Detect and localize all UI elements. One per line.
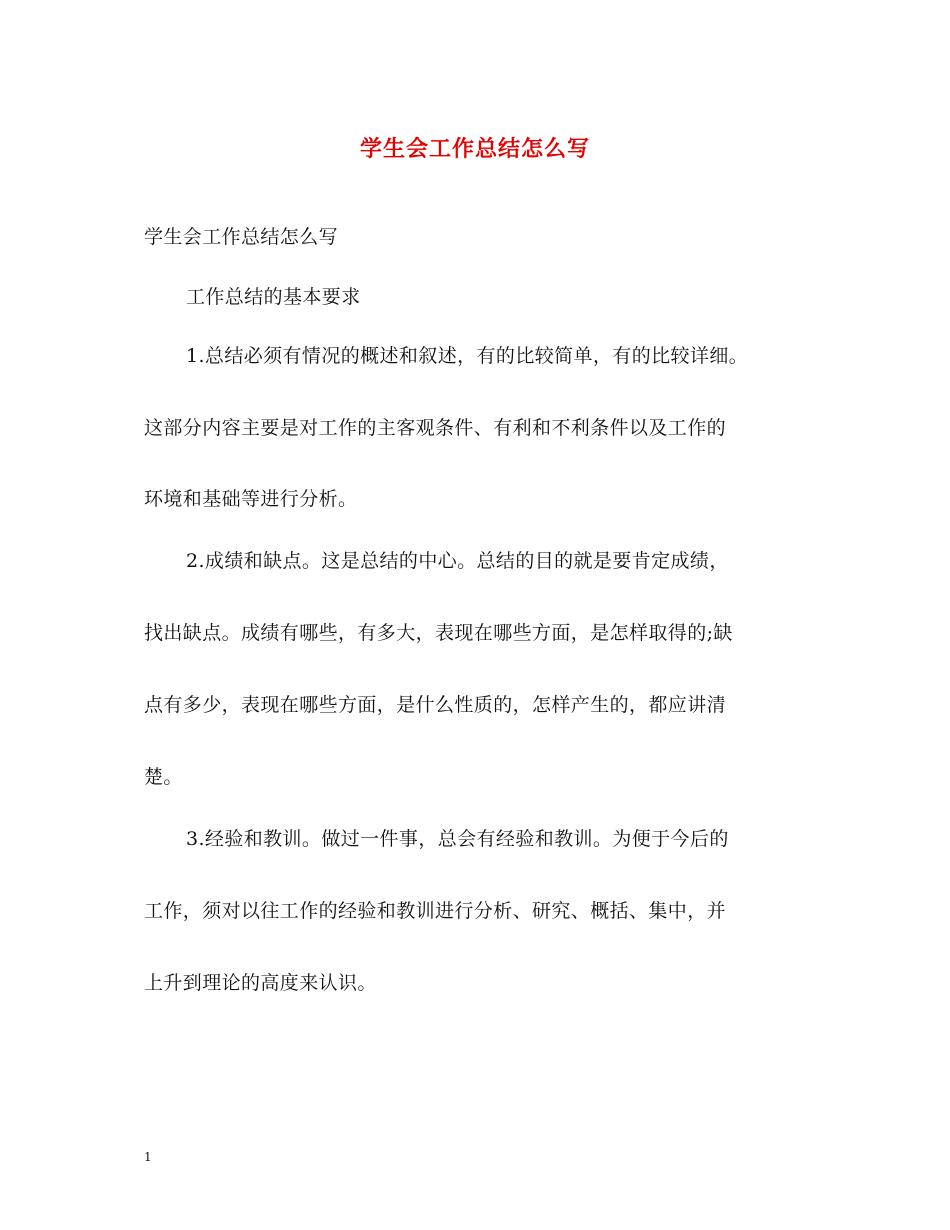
page-number: 1 [144,1150,152,1164]
body-line-4: 这部分内容主要是对工作的主客观条件、有利和不利条件以及工作的 [144,417,727,439]
document-title: 学生会工作总结怎么写 [359,136,590,162]
body-line-1: 学生会工作总结怎么写 [144,226,339,248]
body-line-10: 3.经验和教训。做过一件事，总会有经验和教训。为便于今后的 [186,828,729,850]
body-line-11: 工作，须对以往工作的经验和教训进行分析、研究、概括、集中，并 [144,900,727,922]
body-line-9: 楚。 [144,766,183,788]
body-line-5: 环境和基础等进行分析。 [144,488,358,510]
body-line-7: 找出缺点。成绩有哪些，有多大，表现在哪些方面，是怎样取得的;缺 [144,622,733,644]
body-line-12: 上升到理论的高度来认识。 [144,972,377,994]
section-heading: 工作总结的基本要求 [186,286,361,308]
body-line-8: 点有多少，表现在哪些方面，是什么性质的，怎样产生的，都应讲清 [144,694,727,716]
body-line-6: 2.成绩和缺点。这是总结的中心。总结的目的就是要肯定成绩， [186,550,729,572]
body-line-3: 1.总结必须有情况的概述和叙述，有的比较简单，有的比较详细。 [186,345,749,367]
